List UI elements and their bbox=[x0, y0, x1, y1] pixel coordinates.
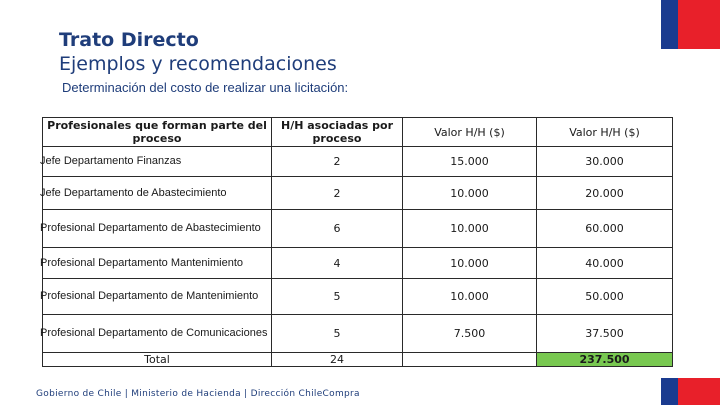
row-valor-total: 37.500 bbox=[537, 315, 673, 353]
total-horas: 24 bbox=[272, 353, 403, 367]
footer-text: Gobierno de Chile | Ministerio de Hacienda | Dirección ChileCompra bbox=[36, 389, 360, 399]
header-horas: H/H asociadas por proceso bbox=[272, 118, 403, 147]
row-valor-hh: 15.000 bbox=[403, 147, 537, 177]
row-valor-total: 50.000 bbox=[537, 279, 673, 315]
flag-red-stripe bbox=[678, 0, 720, 49]
row-horas: 5 bbox=[272, 279, 403, 315]
total-valor: 237.500 bbox=[537, 353, 673, 367]
table-row bbox=[43, 210, 673, 248]
row-valor-hh: 10.000 bbox=[403, 248, 537, 279]
row-profesional: Jefe Departamento de Abastecimiento bbox=[40, 186, 227, 199]
table-row bbox=[43, 279, 673, 315]
row-horas: 5 bbox=[272, 315, 403, 353]
row-valor-hh: 10.000 bbox=[403, 279, 537, 315]
table-row bbox=[43, 315, 673, 353]
intro-text: Determinación del costo de realizar una licitación: bbox=[62, 80, 349, 95]
row-profesional: Profesional Departamento Mantenimiento bbox=[40, 256, 244, 269]
row-valor-hh: 10.000 bbox=[403, 210, 537, 248]
row-profesional: Profesional Departamento de Mantenimiento bbox=[40, 290, 259, 302]
row-horas: 4 bbox=[272, 248, 403, 279]
table-row bbox=[43, 177, 673, 210]
row-valor-hh: 10.000 bbox=[403, 177, 537, 210]
row-horas: 6 bbox=[272, 210, 403, 248]
slide-subtitle: Ejemplos y recomendaciones bbox=[59, 53, 337, 75]
row-valor-total: 30.000 bbox=[537, 147, 673, 177]
row-valor-hh: 7.500 bbox=[403, 315, 537, 353]
row-profesional: Profesional Departamento de Comunicaciones bbox=[40, 327, 268, 339]
chile-flag-bottom bbox=[661, 378, 720, 405]
header-valor-hh: Valor H/H ($) bbox=[403, 118, 537, 147]
row-horas: 2 bbox=[272, 177, 403, 210]
table-row bbox=[43, 248, 673, 279]
flag-red-stripe bbox=[678, 378, 720, 405]
total-label: Total bbox=[43, 353, 272, 367]
flag-blue-stripe bbox=[661, 0, 678, 49]
row-valor-total: 40.000 bbox=[537, 248, 673, 279]
table-header-row bbox=[43, 118, 673, 147]
slide-title: Trato Directo bbox=[59, 29, 199, 51]
chile-flag-top bbox=[661, 0, 720, 49]
row-valor-total: 20.000 bbox=[537, 177, 673, 210]
flag-blue-stripe bbox=[661, 378, 678, 405]
row-horas: 2 bbox=[272, 147, 403, 177]
header-profesionales: Profesionales que forman parte del proceso bbox=[43, 118, 272, 147]
row-profesional: Jefe Departamento Finanzas bbox=[40, 155, 182, 167]
table-total-row bbox=[43, 353, 673, 367]
cost-table bbox=[42, 117, 673, 367]
total-valor-hh bbox=[403, 353, 537, 367]
row-profesional: Profesional Departamento de Abastecimiento bbox=[40, 222, 261, 234]
header-valor-total: Valor H/H ($) bbox=[537, 118, 673, 147]
row-valor-total: 60.000 bbox=[537, 210, 673, 248]
table-row bbox=[43, 147, 673, 177]
